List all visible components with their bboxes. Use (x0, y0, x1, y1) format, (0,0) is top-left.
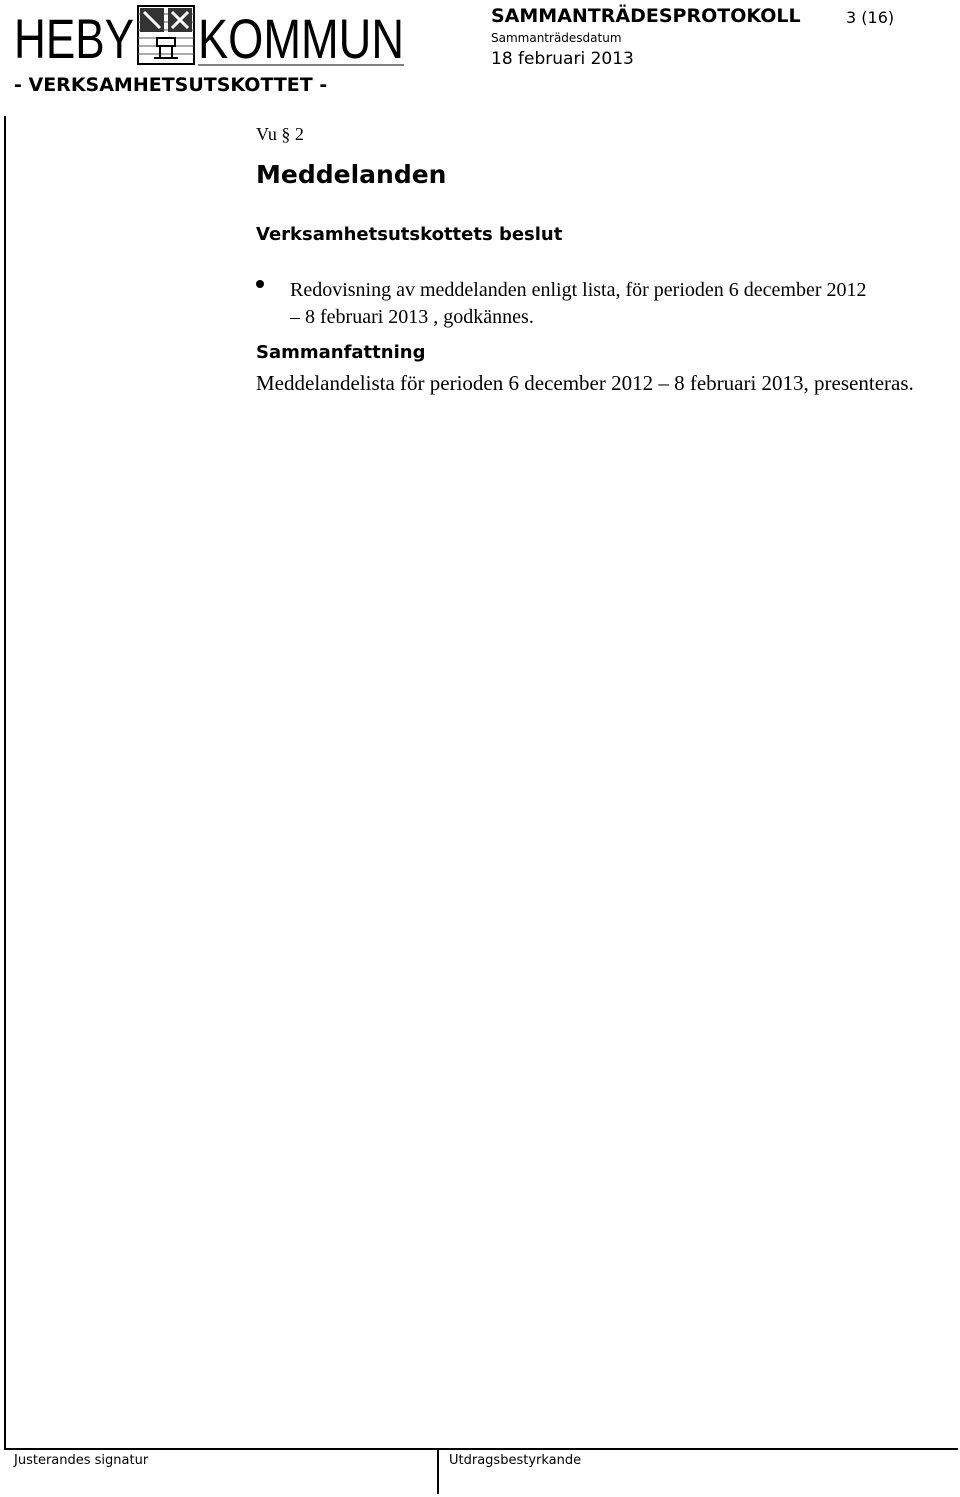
signature-label: Justerandes signatur (14, 1453, 149, 1468)
heby-kommun-logo (14, 2, 406, 68)
section-title: Meddelanden (256, 160, 447, 189)
certification-label: Utdragsbestyrkande (449, 1453, 582, 1468)
decision-heading: Verksamhetsutskottets beslut (256, 224, 563, 245)
logo-text-kommun: KOMMUN (198, 7, 404, 70)
page-number: 3 (16) (846, 8, 895, 27)
bullet-icon (256, 280, 264, 288)
meeting-date: 18 februari 2013 (491, 49, 634, 69)
footer-divider-line (437, 1448, 439, 1494)
section-number: Vu § 2 (256, 124, 304, 144)
summary-heading: Sammanfattning (256, 342, 426, 363)
decision-item: Redovisning av meddelanden enligt lista, för perioden 6 december 2012 – 8 februari 2013 , godkännes. (290, 279, 867, 328)
logo-text-heby: HEBY (14, 7, 134, 70)
protocol-title: SAMMANTRÄDESPROTOKOLL (491, 5, 801, 27)
footer-top-line (4, 1448, 958, 1450)
left-margin-line (4, 116, 6, 1450)
summary-text: Meddelandelista för perioden 6 december 2012 – 8 februari 2013, presenteras. (256, 371, 914, 395)
municipal-crest-icon (138, 6, 194, 64)
committee-name: - VERKSAMHETSUTSKOTTET - (14, 74, 328, 96)
meeting-date-label: Sammanträdesdatum (491, 31, 622, 45)
